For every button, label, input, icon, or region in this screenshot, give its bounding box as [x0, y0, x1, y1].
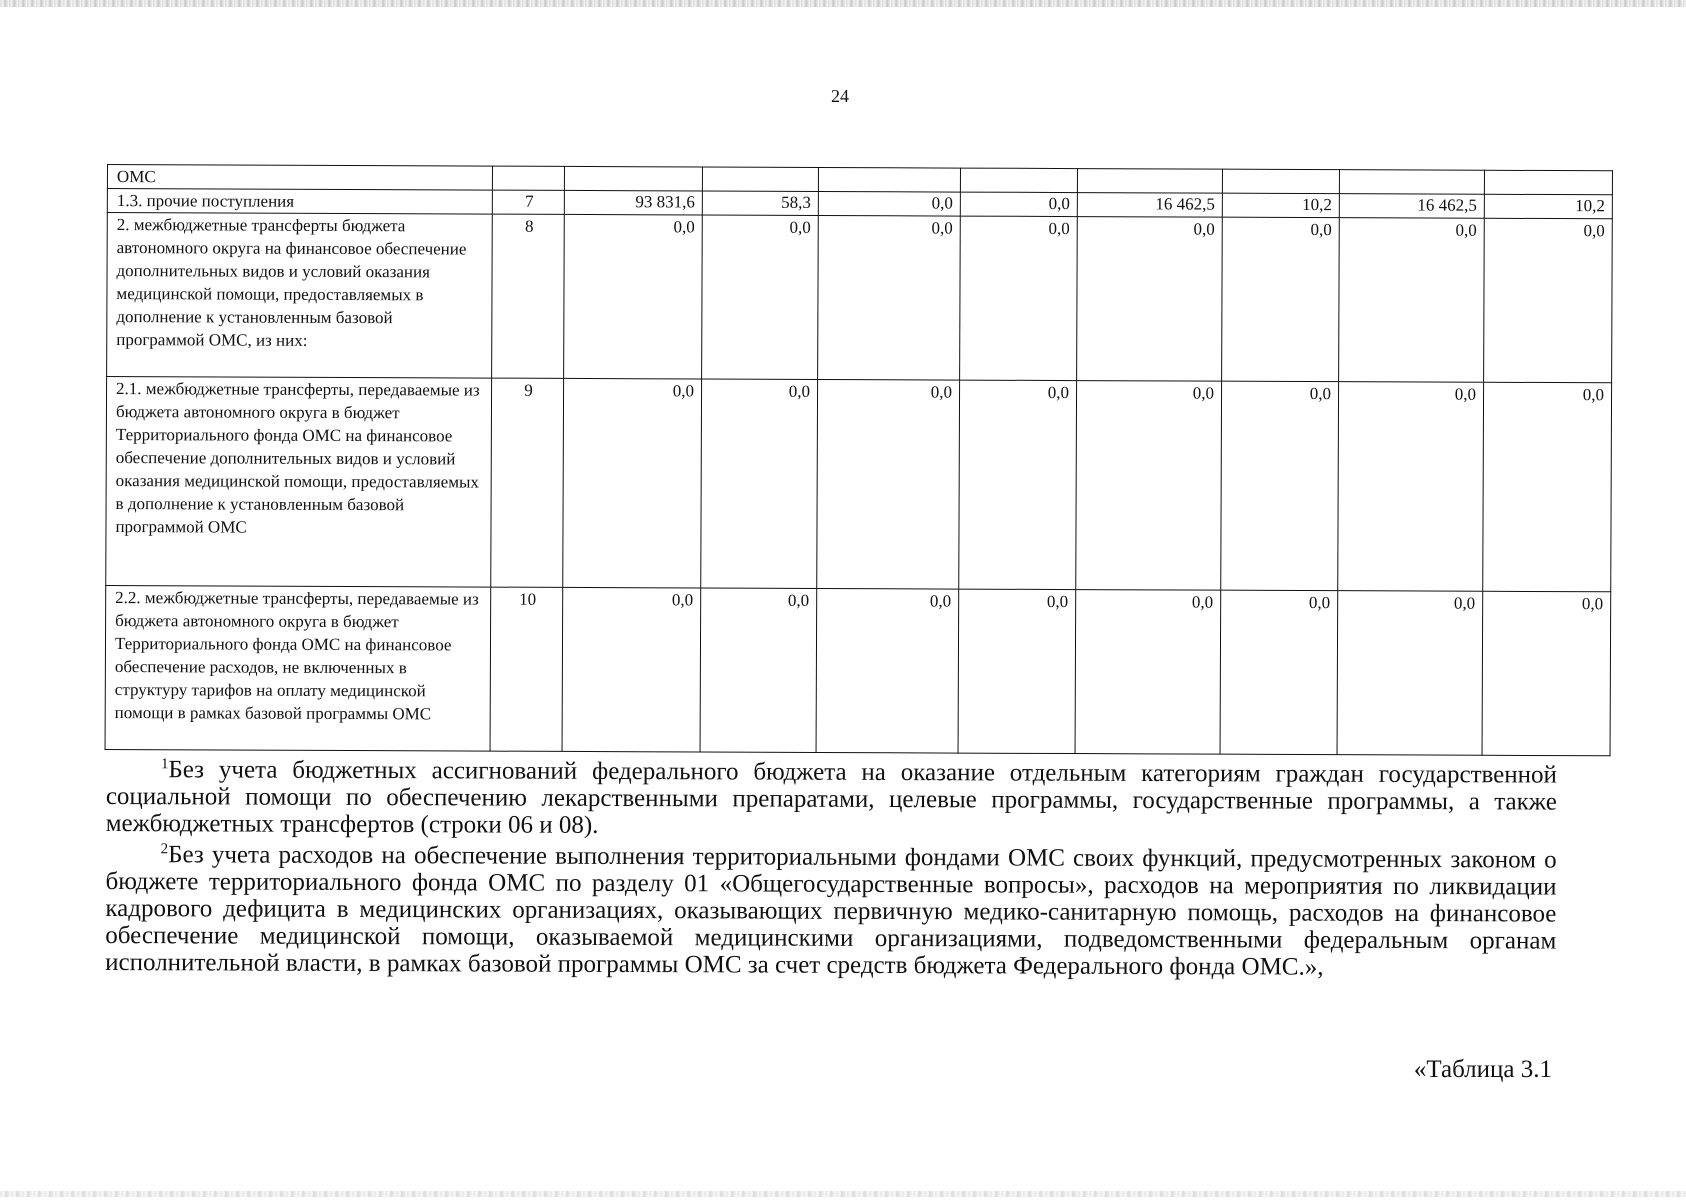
row-code: 8 [492, 214, 565, 378]
table-row [107, 213, 1613, 383]
footnote-marker: 1 [160, 756, 169, 773]
page-number: 24 [831, 86, 849, 106]
row-value: 0,0 [1077, 217, 1223, 382]
row-value: 0,0 [1338, 382, 1484, 592]
row-value: 0,0 [700, 588, 817, 752]
row-code: 9 [491, 378, 564, 587]
footnotes [105, 756, 1557, 986]
row-value [1077, 169, 1222, 194]
row-value: 0,0 [1484, 218, 1613, 383]
row-value [1339, 170, 1484, 195]
row-value: 0,0 [1221, 381, 1339, 590]
row-value: 0,0 [701, 379, 818, 588]
row-value: 16 462,5 [1077, 193, 1222, 218]
row-value: 0,0 [1220, 590, 1338, 754]
row-label: ОМС [107, 165, 492, 191]
row-value: 16 462,5 [1339, 194, 1484, 219]
row-value [818, 167, 960, 192]
table-row [106, 377, 1612, 592]
row-value [564, 166, 702, 191]
budget-table [105, 164, 1613, 756]
footnote-text: Без учета расходов на обеспечение выполнения территориальными фондами ОМС своих функций, предусмотренных законом о бюджете территориального фонда ОМС по разделу 01 «Общегосударственные вопросы», расходов на мероприятия по ликвидации кадрового дефицита в медицинских организациях, оказывающих первичную медико-санитарную помощь, расходов на финансовое обеспечение медицинской помощи, оказываемой медицинскими организациями, подведомственными федеральным органам исполнительной власти, в рамках базовой программы ОМС за счет средств бюджета Федерального фонда ОМС.», [105, 841, 1557, 981]
row-value: 0,0 [1482, 591, 1611, 756]
row-label: 1.3. прочие поступления [107, 189, 492, 215]
row-value: 0,0 [1483, 382, 1612, 592]
row-value: 0,0 [818, 191, 960, 216]
row-value: 0,0 [564, 214, 703, 379]
row-value [960, 168, 1077, 192]
row-value: 0,0 [563, 378, 702, 588]
row-label: 2. межбюджетные трансферты бюджета автономного округа на финансовое обеспечение дополнительных видов и условий оказания медицинской помощи, предоставляемых в дополнение к установленным базовой программой ОМС, из них: [107, 213, 493, 379]
row-value: 93 831,6 [564, 190, 702, 215]
row-value: 0,0 [562, 587, 701, 752]
row-value: 0,0 [959, 380, 1077, 589]
scan-edge-bottom [0, 1191, 1686, 1197]
row-value: 0,0 [817, 379, 960, 589]
row-value: 0,0 [702, 215, 819, 379]
row-value: 0,0 [1222, 217, 1340, 381]
footnote-text: Без учета бюджетных ассигнований федерального бюджета на оказание отдельным категориям граждан государственной социальной помощи по обеспечению лекарственными препаратами, целевые программы, государственные программы, а также межбюджетных трансфертов (строки 06 и 08). [105, 756, 1557, 839]
row-value [1484, 170, 1612, 195]
row-value: 0,0 [960, 216, 1078, 380]
row-value: 10,2 [1222, 193, 1339, 217]
row-value: 0,0 [818, 215, 961, 380]
row-value: 0,0 [1337, 591, 1483, 756]
row-code: 10 [490, 587, 563, 751]
row-value: 0,0 [958, 589, 1076, 753]
row-value [1222, 169, 1339, 193]
budget-table-container [105, 164, 1612, 756]
row-value: 0,0 [816, 588, 959, 753]
next-table-caption: «Таблица 3.1 [1413, 1056, 1552, 1083]
row-value: 10,2 [1484, 194, 1612, 219]
row-value: 0,0 [1075, 590, 1221, 755]
row-label: 2.2. межбюджетные трансферты, передаваемые из бюджета автономного округа в бюджет Территориального фонда ОМС на финансовое обеспечение расходов, не включенных в структуру тарифов на оплату медицинской помощи в рамках базовой программы ОМС [105, 585, 491, 751]
footnote-2 [105, 841, 1557, 982]
table-row [105, 585, 1611, 755]
row-value: 0,0 [1076, 381, 1222, 591]
row-value: 58,3 [702, 191, 818, 215]
row-value [702, 167, 818, 191]
row-value: 0,0 [960, 192, 1077, 216]
row-value: 0,0 [1339, 218, 1485, 383]
footnote-1 [106, 756, 1557, 843]
row-code [492, 166, 564, 190]
footnote-marker: 2 [160, 841, 169, 858]
row-code: 7 [492, 190, 564, 214]
row-label: 2.1. межбюджетные трансферты, передаваемые из бюджета автономного округа в бюджет Территориального фонда ОМС на финансовое обеспечение дополнительных видов и условий оказания медицинской помощи, предоставляемых в дополнение к установленным базовой программой ОМС [106, 377, 492, 588]
scan-edge-top [0, 0, 1686, 7]
